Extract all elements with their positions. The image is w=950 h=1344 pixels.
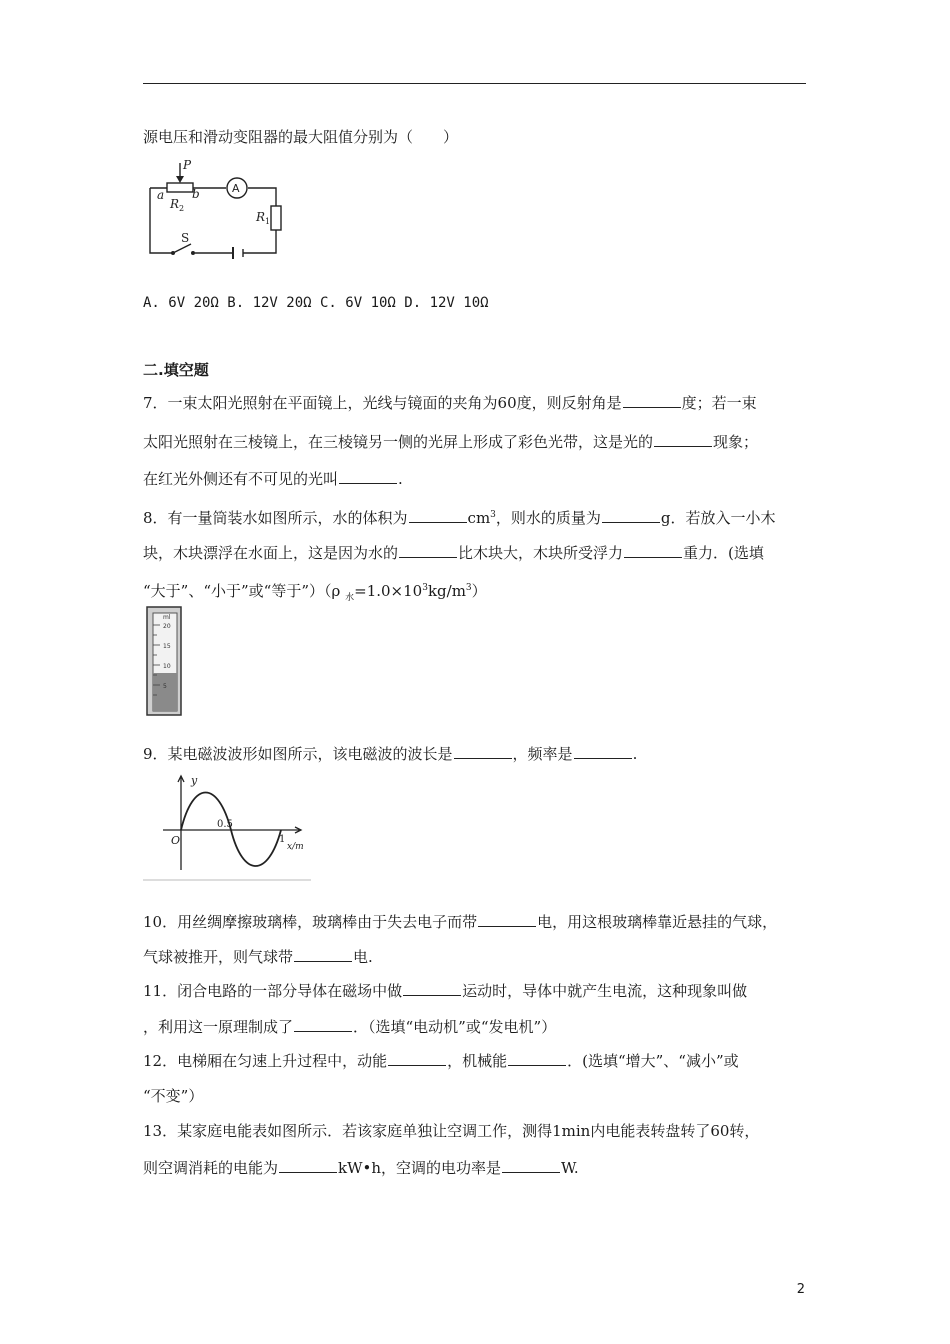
q8-line2: 块，木块漂浮在水面上，这是因为水的 比木块大，木块所受浮力 重力．(选填 (143, 544, 764, 562)
q13-blank-2[interactable] (502, 1157, 560, 1173)
q11-blank-1[interactable] (403, 980, 461, 996)
label-r2: R (170, 197, 180, 211)
q13-line2: 则空调消耗的电能为 kW•h，空调的电功率是 W. (143, 1159, 579, 1177)
q7-line2: 太阳光照射在三棱镜上，在三棱镜另一侧的光屏上形成了彩色光带，这是光的 现象； (143, 433, 759, 451)
label-r2-sub: 2 (179, 204, 185, 213)
label-b: b (192, 187, 200, 201)
cyl-label-10: 10 (163, 663, 171, 670)
q9-blank-1[interactable] (454, 743, 512, 759)
q6-stem-tail: 源电压和滑动变阻器的最大阻值分别为（ ） (143, 128, 459, 146)
header-rule (143, 83, 806, 84)
q8-line1: 8．有一量筒装水如图所示，水的体积为 $cm^3$，则水的质量为 g．若放入一小木 (143, 509, 776, 527)
q10-line2: 气球被推开，则气球带 电. (143, 948, 373, 966)
q7-blank-2[interactable] (654, 431, 712, 447)
section-title: 二.填空题 (143, 361, 209, 379)
q8-blank-3[interactable] (399, 542, 457, 558)
q10-blank-1[interactable] (478, 911, 536, 927)
q7-blank-1[interactable] (623, 392, 681, 408)
q9-line: 9．某电磁波波形如图所示，该电磁波的波长是 ，频率是 . (143, 745, 638, 763)
graph-label-xaxis: x/m (287, 842, 304, 852)
label-ammeter: A (232, 182, 240, 195)
cyl-label-ml: ml (163, 614, 171, 621)
q12-line1: 12．电梯厢在匀速上升过程中，动能 ，机械能 ．(选填“增大”、“减小”或 (143, 1052, 739, 1070)
cyl-label-5: 5 (163, 683, 167, 690)
q12-blank-1[interactable] (388, 1050, 446, 1066)
page-number: 2 (796, 1282, 805, 1297)
graph-label-y: y (191, 774, 198, 787)
label-switch: S (181, 231, 190, 245)
label-p: P (183, 158, 192, 172)
label-r1-sub: 1 (265, 217, 271, 226)
q7-line3: 在红光外侧还有不可见的光叫 . (143, 470, 403, 488)
q13-blank-1[interactable] (279, 1157, 337, 1173)
label-r1: R (256, 210, 266, 224)
q13-line1: 13．某家庭电能表如图所示．若该家庭单独让空调工作，测得1min内电能表转盘转了60转， (143, 1122, 760, 1140)
label-a: a (157, 188, 165, 202)
q6-options: A. 6V 20Ω B. 12V 20Ω C. 6V 10Ω D. 12V 10Ω (143, 295, 489, 311)
wave-graph (143, 770, 313, 882)
q8-blank-4[interactable] (624, 542, 682, 558)
q8-blank-2[interactable] (602, 507, 660, 523)
cyl-label-15: 15 (163, 643, 171, 650)
q11-blank-2[interactable] (294, 1016, 352, 1032)
q8-blank-1[interactable] (409, 507, 467, 523)
q11-line2: ，利用这一原理制成了 ．（选填“电动机”或“发电机”） (143, 1018, 557, 1036)
q7-blank-3[interactable] (339, 468, 397, 484)
graph-label-origin: O (171, 834, 181, 847)
water-fill (153, 673, 177, 711)
graph-label-half: 0.5 (217, 819, 233, 830)
q10-line1: 10．用丝绸摩擦玻璃棒，玻璃棒由于失去电子而带 电，用这根玻璃棒靠近悬挂的气球， (143, 913, 778, 931)
q11-line1: 11．闭合电路的一部分导体在磁场中做 运动时，导体中就产生电流，这种现象叫做 (143, 982, 748, 1000)
cyl-label-20: 20 (163, 623, 171, 630)
q12-line2: “不变”） (143, 1087, 204, 1105)
q9-blank-2[interactable] (574, 743, 632, 759)
q10-blank-2[interactable] (294, 946, 352, 962)
graduated-cylinder (143, 605, 185, 717)
q7-line1: 7．一束太阳光照射在平面镜上，光线与镜面的夹角为60度，则反射角是 度；若一束 (143, 394, 757, 412)
circuit-diagram (143, 158, 283, 266)
graph-label-one: 1 (279, 834, 286, 845)
q8-line3: “大于”、“小于”或“等于”）（ρ $_水=1.0\times 10^3kg/m^3$） (143, 582, 487, 603)
q12-blank-2[interactable] (508, 1050, 566, 1066)
